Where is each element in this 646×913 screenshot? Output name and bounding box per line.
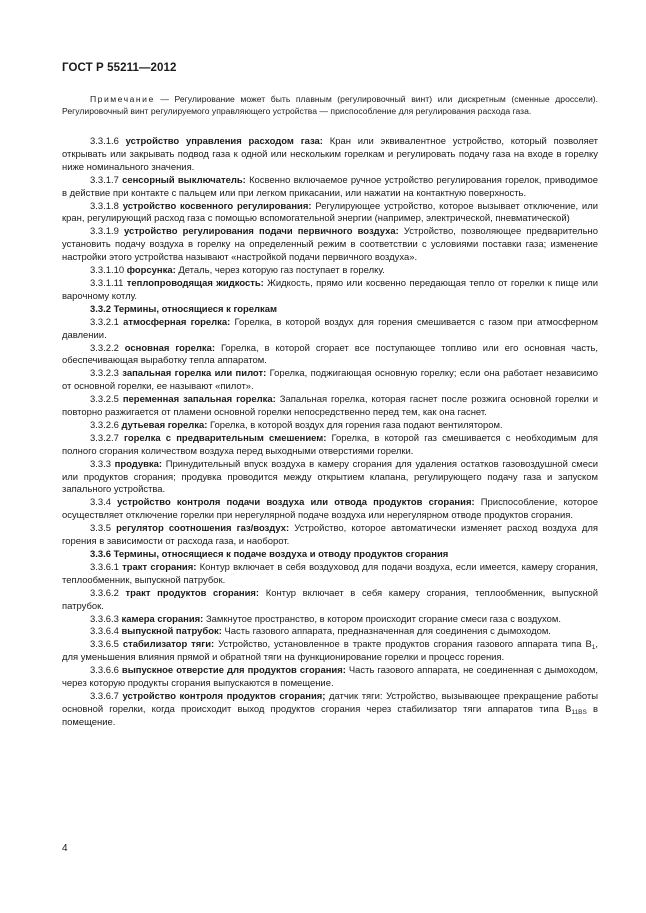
section-heading: 3.3.2 Термины, относящиеся к горелкам xyxy=(90,303,277,315)
term-entry xyxy=(62,626,598,639)
term-definition: Замкнутое пространство, в котором происходит сгорание смеси газа с воздухом. xyxy=(203,613,561,625)
term-number: 3.3.2.2 xyxy=(90,342,119,354)
term-entry xyxy=(62,265,598,278)
note xyxy=(62,93,598,118)
term-entry xyxy=(62,497,598,523)
term-number: 3.3.6.5 xyxy=(90,639,119,651)
note-label: Примечание xyxy=(90,94,155,104)
term-definition-cont: , для уменьшения влияния прямой и обратной тяги на функционирование горелки и процесс горения. xyxy=(62,639,598,664)
term-definition: Регулирующее устройство, которое вызывает отключение, или кран, регулирующий расход газа с помощью вспомогательной энергии (например, электрической, пневматической) xyxy=(62,200,598,225)
term-definition: Запальная горелка, которая гаснет после розжига основной горелки и повторно разжигается от пламени основной горелки непосредственно перед тем, как она гаснет. xyxy=(62,394,598,419)
term-number: 3.3.1.11 xyxy=(90,277,124,289)
term-number: 3.3.6.7 xyxy=(90,690,119,702)
term-name: основная горелка: xyxy=(118,342,216,354)
term-name: дутьевая горелка: xyxy=(118,419,208,431)
term-name: устройство управления расходом газа: xyxy=(118,136,323,147)
term-number: 3.3.6.3 xyxy=(90,613,119,625)
term-entry xyxy=(62,433,598,459)
term-number: 3.3.2.7 xyxy=(90,432,119,444)
term-number: 3.3.2.3 xyxy=(90,368,119,380)
term-entry xyxy=(62,175,598,201)
term-name: стабилизатор тяги: xyxy=(118,639,215,651)
term-definition: Контур включает в себя камеру сгорания, теплообменник, выпускной патрубок. xyxy=(62,587,598,612)
term-name: устройство контроля продуктов сгорания; xyxy=(118,690,326,702)
term-entry xyxy=(62,459,598,498)
term-definition: Горелка, поджигающая основную горелку; если она работает независимо от основной горелки, ее называют «пилот». xyxy=(62,368,598,393)
term-entry xyxy=(62,523,598,549)
term-definition: Горелка, в которой сгорает все поступающее топливо или его основная часть, обеспечивающая выработку тепла аппаратом. xyxy=(62,342,598,367)
term-name: атмосферная горелка: xyxy=(118,316,231,328)
document-id: ГОСТ Р 55211—2012 xyxy=(62,62,177,74)
subscript: 1 xyxy=(591,644,596,652)
term-entry xyxy=(62,317,598,343)
term-entry xyxy=(62,136,598,175)
term-number: 3.3.3 xyxy=(90,458,111,470)
term-definition: Устройство, которое автоматически изменяет расход воздуха для горения в зависимости от расхода газа, и наоборот. xyxy=(62,523,598,548)
term-name: сенсорный выключатель: xyxy=(118,174,246,186)
term-name: устройство контроля подачи воздуха или отвода продуктов сгорания: xyxy=(111,497,475,509)
term-number: 3.3.2.6 xyxy=(90,419,119,431)
term-number: 3.3.2.1 xyxy=(90,316,119,328)
term-number: 3.3.6.6 xyxy=(90,665,119,677)
term-number: 3.3.5 xyxy=(90,523,111,535)
page-number: 4 xyxy=(62,843,68,854)
term-entry xyxy=(62,562,598,588)
term-entry xyxy=(62,639,598,665)
term-name: выпускной патрубок: xyxy=(118,626,222,638)
term-name: тракт сгорания: xyxy=(118,561,197,573)
term-entry xyxy=(62,588,598,614)
term-number: 3.3.6.2 xyxy=(90,587,119,599)
term-name: камера сгорания: xyxy=(118,613,204,625)
term-number: 3.3.4 xyxy=(90,497,111,509)
term-definition: Часть газового аппарата, не соединенная с дымоходом, через которую продукты сгорания выпускаются в помещение. xyxy=(62,665,598,690)
term-number: 3.3.2.5 xyxy=(90,394,119,406)
term-definition: Кран или эквивалентное устройство, который позволяет открывать или закрывать подвод газа к одной или нескольким горелкам и регулировать подачу газа на входе в горелку ниже номинального значения. xyxy=(62,136,598,173)
term-entry xyxy=(62,614,598,627)
term-definition: Деталь, через которую газ поступает в горелку. xyxy=(175,265,385,277)
term-definition: Приспособление, которое осуществляет отключение горелки при нерегулярной подаче воздуха или нерегулярном отводе продуктов сгорания. xyxy=(62,497,598,522)
term-name: горелка с предварительным смешением: xyxy=(118,432,327,444)
note-text: — Регулирование может быть плавным (регулировочный винт) или дискретным (сменные дроссели). Регулировочный винт регулируемого управляющего устройства — приспособление для регулирования расхода газа. xyxy=(62,94,598,117)
term-definition: Принудительный впуск воздуха в камеру сгорания для удаления остатков газовоздушной смеси или продуктов сгорания; продувка проводится между открытием клапана, регулирующего подачу газа и запуском запального устройства. xyxy=(62,458,599,496)
term-name: теплопроводящая жидкость: xyxy=(123,277,264,289)
term-definition: Горелка, в которой воздух для горения газа подают вентилятором. xyxy=(207,419,503,431)
term-number: 3.3.6.4 xyxy=(90,626,119,638)
term-number: 3.3.1.10 xyxy=(90,265,125,277)
term-entry xyxy=(62,394,598,420)
term-name: устройство косвенного регулирования: xyxy=(118,200,312,212)
term-definition: Горелка, в которой воздух для горения смешивается с газом при атмосферном давлении. xyxy=(62,316,598,341)
terms-list xyxy=(62,136,598,730)
subscript: 11BS xyxy=(571,708,587,716)
term-entry xyxy=(62,343,598,369)
term-entry xyxy=(62,278,598,304)
term-number: 3.3.1.6 xyxy=(90,136,119,147)
term-entry xyxy=(62,368,598,394)
term-number: 3.3.6.1 xyxy=(90,561,119,573)
term-name: тракт продуктов сгорания: xyxy=(118,587,260,599)
term-number: 3.3.1.7 xyxy=(90,174,119,186)
term-name: выпускное отверстие для продуктов сгорания: xyxy=(118,665,346,677)
term-number: 3.3.1.8 xyxy=(90,200,119,212)
term-entry xyxy=(62,201,598,227)
term-name: продувка: xyxy=(111,458,163,470)
term-definition: Жидкость, прямо или косвенно передающая тепло от горелки к пище или варочному котлу. xyxy=(62,277,598,302)
term-entry xyxy=(62,691,598,730)
term-name: форсунка: xyxy=(124,265,176,277)
term-number: 3.3.1.9 xyxy=(90,226,119,238)
term-name: запальная горелка или пилот: xyxy=(118,368,267,380)
term-entry xyxy=(62,420,598,433)
term-definition-cont: в помещение. xyxy=(62,703,598,728)
term-definition: Горелка, в которой газ смешивается с необходимым для полного сгорания количеством воздуха перед выходными отверстиями горелки. xyxy=(62,432,598,457)
term-definition: Контур включает в себя воздуховод для подачи воздуха, если имеется, камеру сгорания, теплообменник, выпускной патрубок. xyxy=(62,561,598,586)
term-name: устройство регулирования подачи первичного воздуха: xyxy=(118,226,399,238)
term-definition: Косвенно включаемое ручное устройство регулирования горелок, приводимое в действие при контакте с пальцем или при легком прикасании, или нажатии на контактную поверхность. xyxy=(62,174,598,199)
term-name: переменная запальная горелка: xyxy=(118,394,276,406)
section-heading: 3.3.6 Термины, относящиеся к подаче воздуха и отводу продуктов сгорания xyxy=(90,549,449,560)
term-definition: Устройство, установленное в тракте продуктов сгорания газового аппарата типа В xyxy=(214,639,592,651)
term-definition: Часть газового аппарата, предназначенная для соединения с дымоходом. xyxy=(221,626,551,638)
term-definition: Устройство, позволяющее предварительно установить подачу воздуха в горелку на определенный режим в соответствии с условиями поставки газа; изменение настройки этого устройства называют «настройкой подачи первичного воздуха». xyxy=(62,226,599,264)
term-entry xyxy=(62,226,598,265)
term-definition: датчик тяги: Устройство, вызывающее прекращение работы основной горелки, когда происходит выход продуктов сгорания через стабилизатор тяги аппаратов типа В xyxy=(62,690,598,715)
term-entry xyxy=(62,665,598,691)
term-name: регулятор соотношения газ/воздух: xyxy=(111,523,290,535)
